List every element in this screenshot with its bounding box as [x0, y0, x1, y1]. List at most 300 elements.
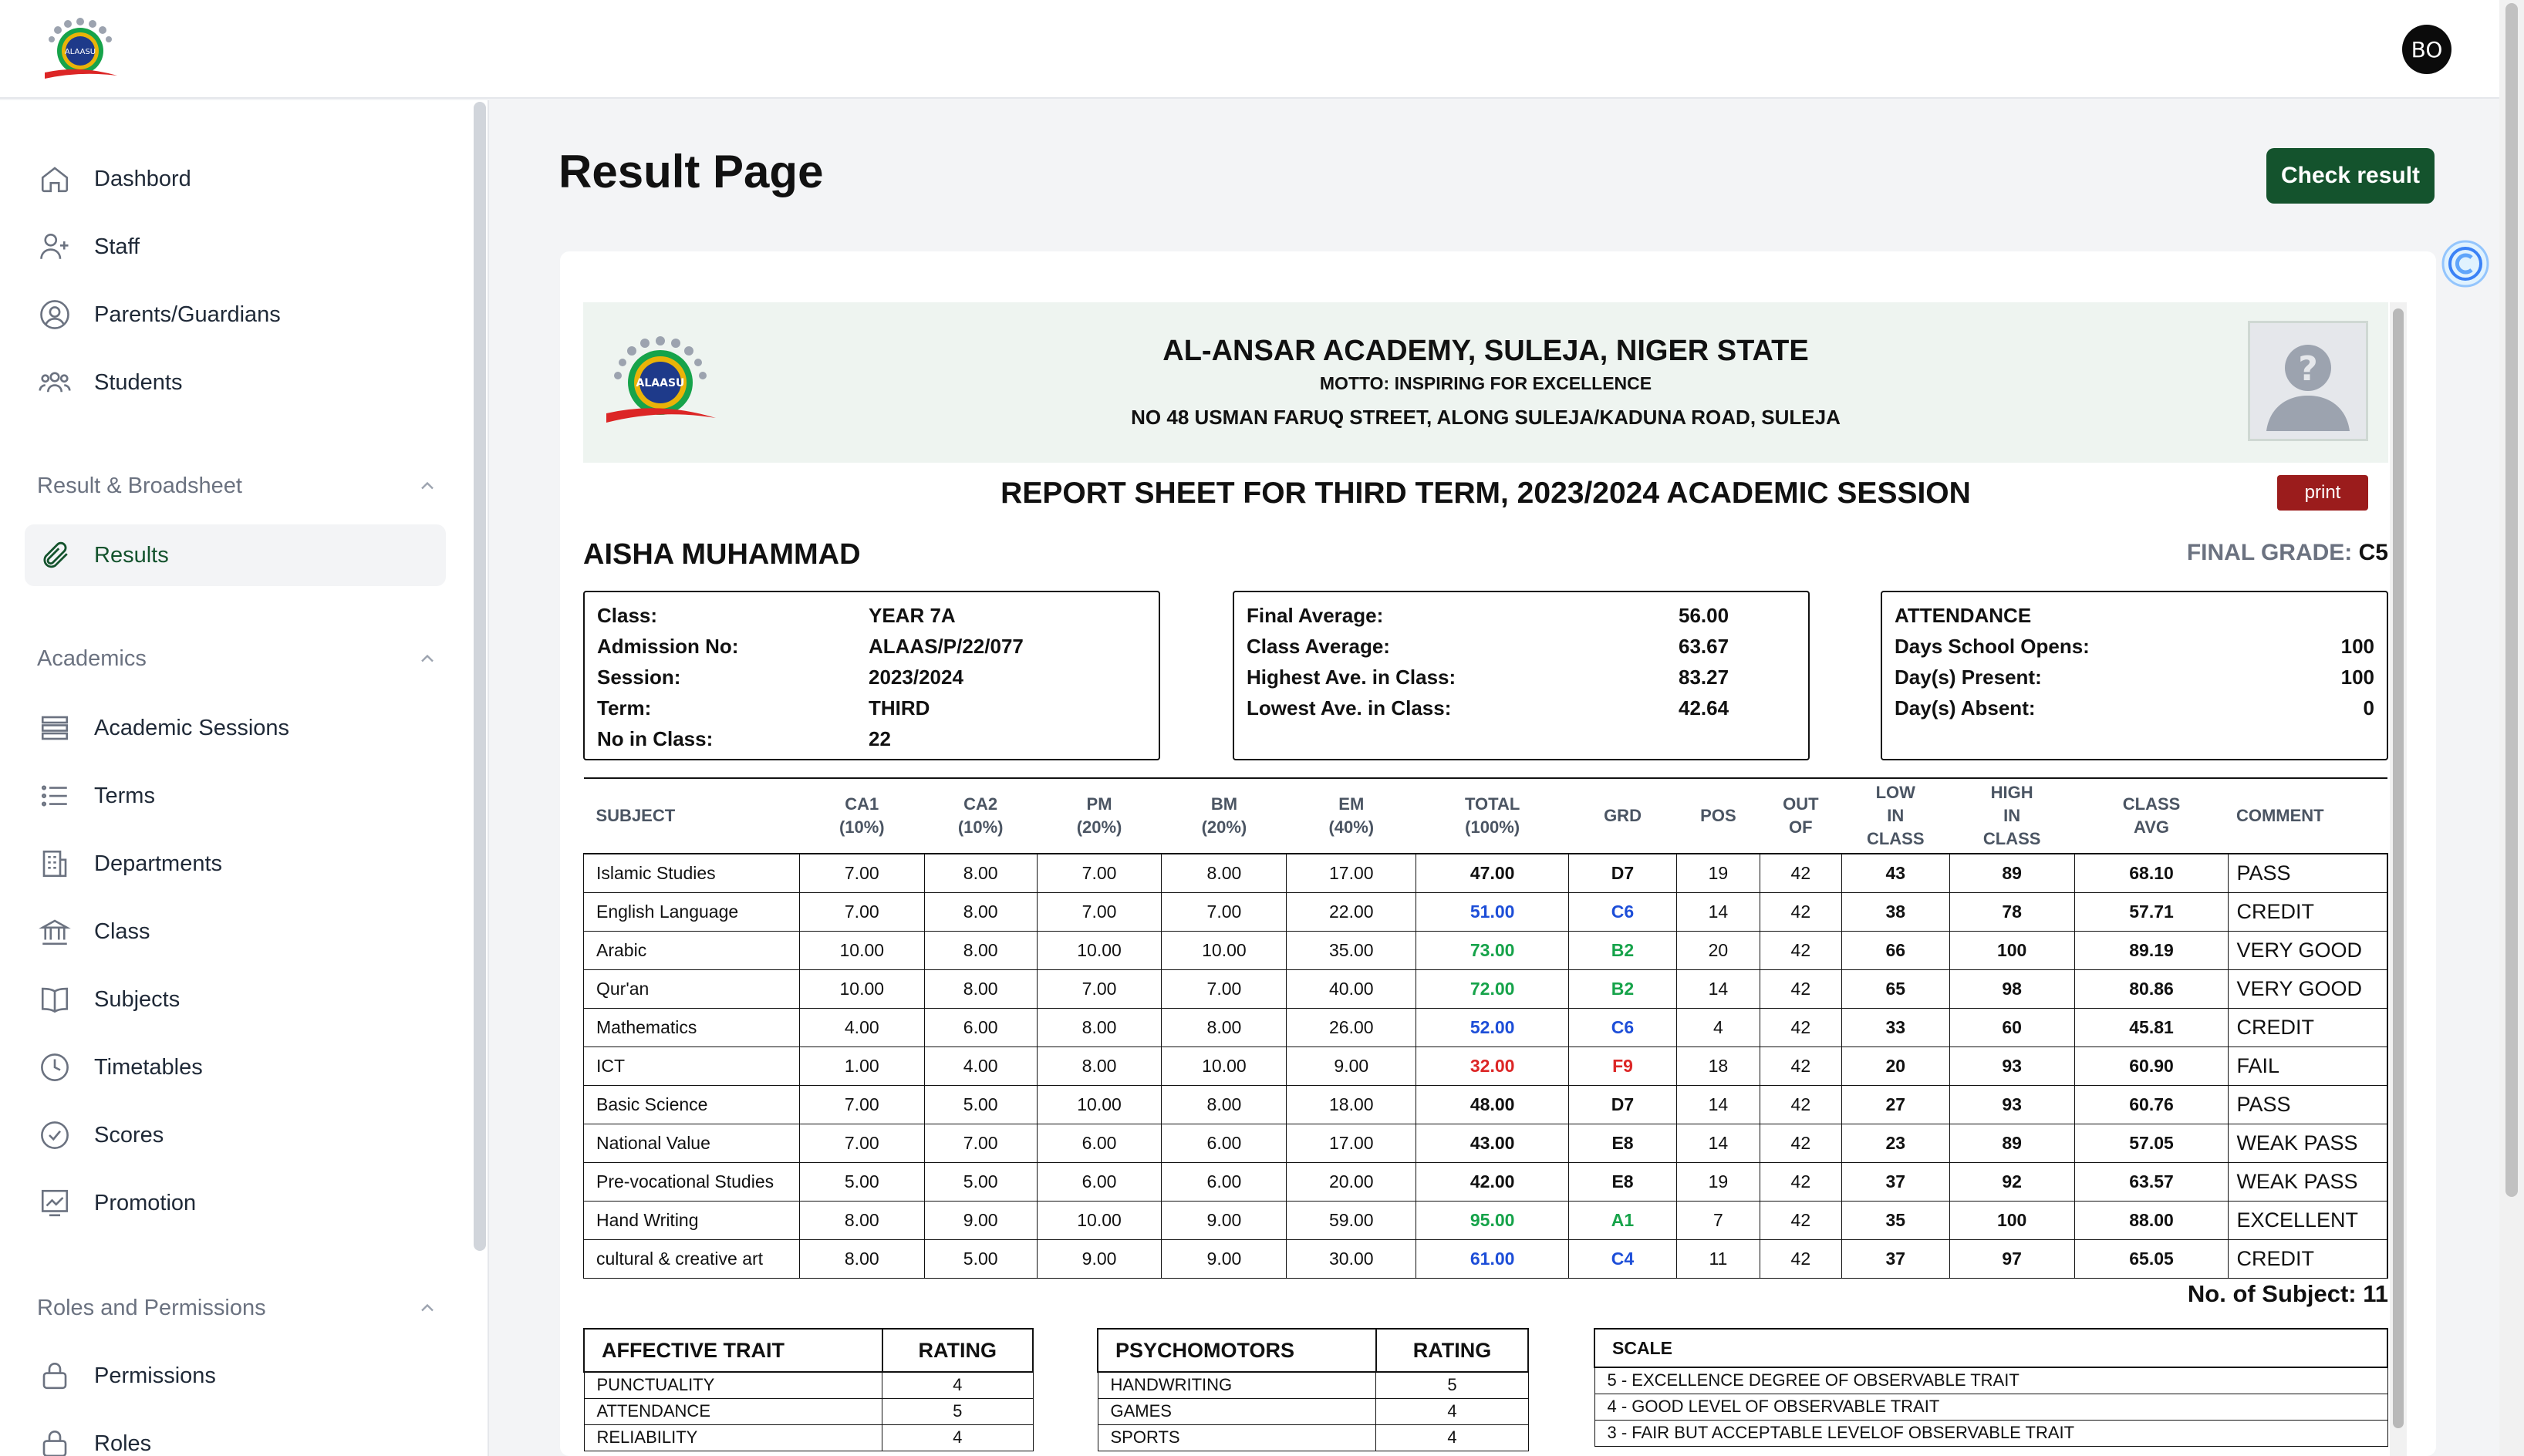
cell-total: 61.00 [1416, 1239, 1569, 1278]
sidebar-item-label: Timetables [94, 1054, 203, 1080]
cell-out-of: 42 [1760, 1008, 1841, 1046]
info-row [1895, 662, 2374, 693]
school-motto: MOTTO: INSPIRING FOR EXCELLENCE [1319, 373, 1652, 393]
trait-rating: 5 [882, 1398, 1033, 1424]
cell-high: 92 [1949, 1162, 2074, 1201]
clock-icon [39, 1051, 71, 1084]
table-header-row [1098, 1329, 1528, 1372]
cell-pm: 8.00 [1037, 1046, 1162, 1085]
cell-high: 89 [1949, 1124, 2074, 1162]
sidebar-item-permissions[interactable] [25, 1345, 446, 1407]
cell-em: 40.00 [1287, 969, 1416, 1008]
cell-ca2: 5.00 [924, 1162, 1037, 1201]
sidebar-item-label: Promotion [94, 1190, 197, 1215]
cell-grade: F9 [1569, 1046, 1677, 1085]
cell-em: 17.00 [1287, 854, 1416, 892]
sidebar-item-academic-sessions[interactable] [25, 697, 446, 759]
table-header-row [1594, 1329, 2387, 1367]
cell-subject: Hand Writing [584, 1201, 800, 1239]
cell-total: 47.00 [1416, 854, 1569, 892]
cell-pm: 6.00 [1037, 1162, 1162, 1201]
school-logo[interactable] [37, 14, 123, 85]
table-row [584, 854, 2388, 892]
sidebar-item-scores[interactable] [25, 1104, 446, 1166]
info-label: Class: [597, 603, 658, 627]
cell-out-of: 42 [1760, 1124, 1841, 1162]
cell-ca1: 8.00 [799, 1201, 924, 1239]
sidebar-item-results[interactable] [25, 524, 446, 586]
table-row [584, 1239, 2388, 1278]
trait-name: PUNCTUALITY [584, 1372, 882, 1398]
cell-comment: CREDIT [2229, 1008, 2387, 1046]
info-label: Highest Ave. in Class: [1247, 665, 1456, 689]
cell-position: 14 [1676, 1124, 1760, 1162]
cell-subject: Pre-vocational Studies [584, 1162, 800, 1201]
bank-icon [39, 915, 71, 948]
user-circle-icon [39, 298, 71, 331]
cell-comment: PASS [2229, 1085, 2387, 1124]
table-row [584, 1372, 1033, 1398]
cell-low: 38 [1841, 892, 1949, 931]
table-row [1594, 1420, 2387, 1446]
sidebar [0, 100, 489, 1456]
cell-position: 4 [1676, 1008, 1760, 1046]
cell-position: 11 [1676, 1239, 1760, 1278]
cell-grade: B2 [1569, 969, 1677, 1008]
number-of-subjects: No. of Subject: 11 [2187, 1280, 2388, 1307]
info-value: 100 [2340, 634, 2374, 658]
cell-high: 98 [1949, 969, 2074, 1008]
info-label: Session: [597, 665, 681, 689]
cell-em: 20.00 [1287, 1162, 1416, 1201]
sidebar-item-staff[interactable] [25, 216, 446, 278]
cell-position: 14 [1676, 969, 1760, 1008]
info-label: No in Class: [597, 726, 714, 750]
info-value: 56.00 [1679, 603, 1729, 627]
info-row [597, 723, 1146, 754]
col-pm: PM (20%) [1037, 778, 1162, 854]
trait-rating: 4 [1376, 1398, 1528, 1424]
cell-comment: CREDIT [2229, 892, 2387, 931]
cell-class-avg: 57.05 [2074, 1124, 2229, 1162]
info-row [1895, 631, 2374, 662]
affective-title: AFFECTIVE TRAIT [584, 1329, 882, 1372]
info-value: 22 [869, 726, 891, 750]
cell-comment: CREDIT [2229, 1239, 2387, 1278]
cell-ca2: 4.00 [924, 1046, 1037, 1085]
cell-total: 72.00 [1416, 969, 1569, 1008]
student-photo [2248, 321, 2368, 441]
stack-icon [39, 712, 71, 744]
assistant-icon[interactable] [2441, 239, 2490, 288]
cell-out-of: 42 [1760, 931, 1841, 969]
print-button[interactable]: print [2277, 475, 2368, 511]
info-value: 100 [2340, 665, 2374, 689]
cell-subject: ICT [584, 1046, 800, 1085]
student-info-box [583, 591, 1160, 760]
info-row [1247, 600, 1796, 631]
section-title: Result & Broadsheet [37, 473, 242, 498]
col-position: POS [1676, 778, 1760, 854]
cell-out-of: 42 [1760, 1201, 1841, 1239]
cell-low: 27 [1841, 1085, 1949, 1124]
info-value: 42.64 [1679, 696, 1729, 720]
sidebar-item-label: Dashbord [94, 166, 191, 191]
cell-ca2: 8.00 [924, 931, 1037, 969]
table-row [584, 1085, 2388, 1124]
cell-class-avg: 80.86 [2074, 969, 2229, 1008]
col-high: HIGH IN CLASS [1949, 778, 2074, 854]
cell-class-avg: 68.10 [2074, 854, 2229, 892]
rating-header: RATING [882, 1329, 1033, 1372]
user-avatar[interactable]: BO [2402, 25, 2451, 74]
sidebar-item-subjects[interactable] [25, 969, 446, 1030]
sidebar-item-label: Staff [94, 234, 140, 259]
lock-icon [39, 1360, 71, 1392]
info-row [597, 600, 1146, 631]
trait-rating: 4 [882, 1372, 1033, 1398]
cell-position: 7 [1676, 1201, 1760, 1239]
section-results-toggle[interactable] [37, 463, 438, 509]
col-em: EM (40%) [1287, 778, 1416, 854]
trait-name: RELIABILITY [584, 1424, 882, 1451]
cell-high: 78 [1949, 892, 2074, 931]
cell-ca1: 7.00 [799, 892, 924, 931]
scale-entry: 3 - FAIR BUT ACCEPTABLE LEVELOF OBSERVABLE TRAIT [1594, 1420, 2387, 1446]
cell-class-avg: 88.00 [2074, 1201, 2229, 1239]
cell-grade: A1 [1569, 1201, 1677, 1239]
chart-icon [39, 1187, 71, 1219]
cell-comment: WEAK PASS [2229, 1162, 2387, 1201]
sidebar-item-label: Terms [94, 783, 155, 808]
sidebar-item-label: Scores [94, 1122, 164, 1148]
info-row [1895, 693, 2374, 723]
cell-class-avg: 89.19 [2074, 931, 2229, 969]
table-row [584, 1201, 2388, 1239]
cell-out-of: 42 [1760, 892, 1841, 931]
sidebar-item-label: Academic Sessions [94, 715, 290, 740]
cell-position: 14 [1676, 892, 1760, 931]
info-value: 83.27 [1679, 665, 1729, 689]
report-title: REPORT SHEET FOR THIRD TERM, 2023/2024 ACADEMIC SESSION [1000, 477, 1971, 510]
info-row [597, 662, 1146, 693]
scale-title: SCALE [1594, 1329, 2387, 1367]
cell-total: 51.00 [1416, 892, 1569, 931]
col-bm: BM (20%) [1162, 778, 1287, 854]
report-scrollbar-thumb[interactable] [2393, 308, 2404, 1428]
cell-comment: WEAK PASS [2229, 1124, 2387, 1162]
table-row [584, 969, 2388, 1008]
cell-bm: 7.00 [1162, 892, 1287, 931]
cell-em: 26.00 [1287, 1008, 1416, 1046]
sidebar-item-dashboard[interactable] [25, 148, 446, 210]
trait-rating: 4 [882, 1424, 1033, 1451]
cell-total: 73.00 [1416, 931, 1569, 969]
cell-em: 30.00 [1287, 1239, 1416, 1278]
cell-ca2: 8.00 [924, 969, 1037, 1008]
cell-out-of: 42 [1760, 1162, 1841, 1201]
cell-ca2: 9.00 [924, 1201, 1037, 1239]
sidebar-item-label: Class [94, 918, 150, 944]
cell-low: 20 [1841, 1046, 1949, 1085]
info-label: Day(s) Present: [1895, 665, 2042, 689]
cell-position: 14 [1676, 1085, 1760, 1124]
cell-high: 97 [1949, 1239, 2074, 1278]
cell-pm: 7.00 [1037, 892, 1162, 931]
trait-name: HANDWRITING [1098, 1372, 1376, 1398]
attendance-box [1881, 591, 2388, 760]
col-ca2: CA2 (10%) [924, 778, 1037, 854]
info-label: Days School Opens: [1895, 634, 2090, 658]
cell-ca2: 6.00 [924, 1008, 1037, 1046]
cell-subject: Qur'an [584, 969, 800, 1008]
cell-subject: Arabic [584, 931, 800, 969]
table-row [584, 892, 2388, 931]
sidebar-item-label: Parents/Guardians [94, 302, 281, 327]
info-value: 2023/2024 [869, 665, 963, 689]
list-icon [39, 780, 71, 812]
cell-bm: 6.00 [1162, 1162, 1287, 1201]
cell-bm: 8.00 [1162, 1008, 1287, 1046]
cell-pm: 6.00 [1037, 1124, 1162, 1162]
cell-pm: 10.00 [1037, 1085, 1162, 1124]
final-grade-value: C5 [2358, 540, 2388, 565]
info-value: YEAR 7A [869, 603, 956, 627]
student-name: AISHA MUHAMMAD [583, 538, 861, 571]
sidebar-scrollbar[interactable] [474, 102, 486, 1251]
cell-ca1: 1.00 [799, 1046, 924, 1085]
scores-table [583, 777, 2388, 1279]
cell-bm: 7.00 [1162, 969, 1287, 1008]
col-class-avg: CLASS AVG [2074, 778, 2229, 854]
cell-comment: FAIL [2229, 1046, 2387, 1085]
cell-subject: Basic Science [584, 1085, 800, 1124]
window-scrollbar-thumb[interactable] [2505, 3, 2518, 1197]
table-row [584, 1424, 1033, 1451]
cell-em: 9.00 [1287, 1046, 1416, 1085]
sidebar-item-label: Subjects [94, 986, 181, 1012]
cell-comment: VERY GOOD [2229, 969, 2387, 1008]
cell-subject: cultural & creative art [584, 1239, 800, 1278]
info-row [1247, 693, 1796, 723]
cell-pm: 8.00 [1037, 1008, 1162, 1046]
cell-bm: 9.00 [1162, 1201, 1287, 1239]
section-title: Roles and Permissions [37, 1295, 266, 1320]
cell-high: 100 [1949, 931, 2074, 969]
cell-class-avg: 60.90 [2074, 1046, 2229, 1085]
cell-subject: Islamic Studies [584, 854, 800, 892]
cell-low: 37 [1841, 1239, 1949, 1278]
check-result-button[interactable]: Check result [2266, 148, 2435, 204]
cell-class-avg: 60.76 [2074, 1085, 2229, 1124]
chevron-up-icon [417, 475, 438, 497]
cell-ca1: 10.00 [799, 969, 924, 1008]
cell-em: 35.00 [1287, 931, 1416, 969]
cell-pm: 10.00 [1037, 931, 1162, 969]
table-row [584, 1008, 2388, 1046]
cell-subject: National Value [584, 1124, 800, 1162]
cell-subject: English Language [584, 892, 800, 931]
cell-bm: 6.00 [1162, 1124, 1287, 1162]
cell-low: 65 [1841, 969, 1949, 1008]
cell-out-of: 42 [1760, 969, 1841, 1008]
cell-grade: E8 [1569, 1162, 1677, 1201]
cell-em: 18.00 [1287, 1085, 1416, 1124]
svg-text:ALAASU: ALAASU [64, 48, 96, 56]
cell-high: 60 [1949, 1008, 2074, 1046]
cell-bm: 9.00 [1162, 1239, 1287, 1278]
chevron-up-icon [417, 648, 438, 669]
cell-low: 43 [1841, 854, 1949, 892]
cell-grade: D7 [1569, 1085, 1677, 1124]
scale-entry: 5 - EXCELLENCE DEGREE OF OBSERVABLE TRAIT [1594, 1367, 2387, 1394]
cell-comment: VERY GOOD [2229, 931, 2387, 969]
sidebar-item-terms[interactable] [25, 765, 446, 827]
building-icon [39, 848, 71, 880]
col-grade: GRD [1569, 778, 1677, 854]
cell-total: 48.00 [1416, 1085, 1569, 1124]
cell-total: 32.00 [1416, 1046, 1569, 1085]
sidebar-item-students[interactable] [25, 352, 446, 413]
info-label: Term: [597, 696, 652, 720]
info-row [597, 631, 1146, 662]
cell-low: 35 [1841, 1201, 1949, 1239]
col-subject: SUBJECT [584, 778, 800, 854]
info-row [1247, 662, 1796, 693]
cell-total: 95.00 [1416, 1201, 1569, 1239]
svg-text:?: ? [2298, 349, 2318, 389]
cell-ca1: 10.00 [799, 931, 924, 969]
section-title: Academics [37, 645, 147, 671]
cell-position: 19 [1676, 854, 1760, 892]
final-grade [2187, 540, 2388, 566]
section-roles-toggle[interactable] [37, 1285, 438, 1331]
cell-ca2: 8.00 [924, 892, 1037, 931]
cell-total: 43.00 [1416, 1124, 1569, 1162]
cell-em: 17.00 [1287, 1124, 1416, 1162]
cell-high: 93 [1949, 1046, 2074, 1085]
info-value: ALAAS/P/22/077 [869, 634, 1024, 658]
sidebar-item-parents[interactable] [25, 284, 446, 345]
trait-rating: 4 [1376, 1424, 1528, 1451]
table-row [1098, 1398, 1528, 1424]
cell-grade: C4 [1569, 1239, 1677, 1278]
info-label: Day(s) Absent: [1895, 696, 2036, 720]
report-sheet [583, 302, 2388, 1456]
cell-grade: B2 [1569, 931, 1677, 969]
page-title: Result Page [558, 146, 824, 197]
cell-em: 22.00 [1287, 892, 1416, 931]
affective-trait-table [583, 1328, 1034, 1451]
cell-grade: D7 [1569, 854, 1677, 892]
svg-text:ALAASU: ALAASU [636, 377, 685, 389]
sidebar-item-label: Departments [94, 851, 223, 876]
cell-low: 23 [1841, 1124, 1949, 1162]
table-row [584, 931, 2388, 969]
cell-out-of: 42 [1760, 1239, 1841, 1278]
cell-high: 100 [1949, 1201, 2074, 1239]
cell-pm: 9.00 [1037, 1239, 1162, 1278]
top-bar [0, 0, 2499, 99]
info-row [1247, 631, 1796, 662]
rating-header: RATING [1376, 1329, 1528, 1372]
chevron-up-icon [417, 1297, 438, 1319]
table-row [584, 1124, 2388, 1162]
col-ca1: CA1 (10%) [799, 778, 924, 854]
cell-out-of: 42 [1760, 854, 1841, 892]
info-value: THIRD [869, 696, 930, 720]
scale-table [1594, 1328, 2388, 1447]
cell-high: 93 [1949, 1085, 2074, 1124]
info-value: 0 [2363, 696, 2374, 720]
cell-ca1: 4.00 [799, 1008, 924, 1046]
cell-out-of: 42 [1760, 1085, 1841, 1124]
scale-entry: 4 - GOOD LEVEL OF OBSERVABLE TRAIT [1594, 1394, 2387, 1420]
final-grade-label: FINAL GRADE: [2186, 540, 2353, 565]
cell-class-avg: 57.71 [2074, 892, 2229, 931]
cell-ca1: 5.00 [799, 1162, 924, 1201]
info-label: Final Average: [1247, 603, 1384, 627]
users-icon [39, 366, 71, 399]
cell-em: 59.00 [1287, 1201, 1416, 1239]
home-icon [39, 163, 71, 195]
table-row [1594, 1367, 2387, 1394]
cell-pm: 7.00 [1037, 969, 1162, 1008]
table-row [1594, 1394, 2387, 1420]
sidebar-item-promotion[interactable] [25, 1172, 446, 1234]
cell-grade: C6 [1569, 1008, 1677, 1046]
trait-name: ATTENDANCE [584, 1398, 882, 1424]
col-comment: COMMENT [2229, 778, 2387, 854]
table-header-row [584, 778, 2388, 854]
sidebar-item-class[interactable] [25, 901, 446, 962]
cell-low: 33 [1841, 1008, 1949, 1046]
psychomotor-title: PSYCHOMOTORS [1098, 1329, 1376, 1372]
col-out-of: OUT OF [1760, 778, 1841, 854]
cell-grade: E8 [1569, 1124, 1677, 1162]
attendance-title: ATTENDANCE [1895, 603, 2032, 627]
table-row [584, 1162, 2388, 1201]
psychomotor-table [1097, 1328, 1529, 1451]
cell-ca2: 8.00 [924, 854, 1037, 892]
cell-ca1: 8.00 [799, 1239, 924, 1278]
cell-bm: 10.00 [1162, 1046, 1287, 1085]
section-academics-toggle[interactable] [37, 635, 438, 682]
trait-rating: 5 [1376, 1372, 1528, 1398]
table-row [1098, 1372, 1528, 1398]
sidebar-item-timetables[interactable] [25, 1036, 446, 1098]
school-name: AL-ANSAR ACADEMY, SULEJA, NIGER STATE [1162, 335, 1809, 367]
paperclip-icon [39, 539, 71, 571]
cell-class-avg: 45.81 [2074, 1008, 2229, 1046]
sidebar-item-departments[interactable] [25, 833, 446, 895]
cell-position: 20 [1676, 931, 1760, 969]
check-badge-icon [39, 1119, 71, 1151]
info-value: 63.67 [1679, 634, 1729, 658]
table-row [1098, 1424, 1528, 1451]
cell-ca1: 7.00 [799, 854, 924, 892]
cell-comment: PASS [2229, 854, 2387, 892]
sidebar-item-roles[interactable] [25, 1413, 446, 1456]
book-icon [39, 983, 71, 1016]
school-address: NO 48 USMAN FARUQ STREET, ALONG SULEJA/KADUNA ROAD, SULEJA [1131, 406, 1841, 429]
info-label: Class Average: [1247, 634, 1390, 658]
cell-ca1: 7.00 [799, 1085, 924, 1124]
cell-low: 37 [1841, 1162, 1949, 1201]
cell-pm: 7.00 [1037, 854, 1162, 892]
cell-grade: C6 [1569, 892, 1677, 931]
cell-high: 89 [1949, 854, 2074, 892]
